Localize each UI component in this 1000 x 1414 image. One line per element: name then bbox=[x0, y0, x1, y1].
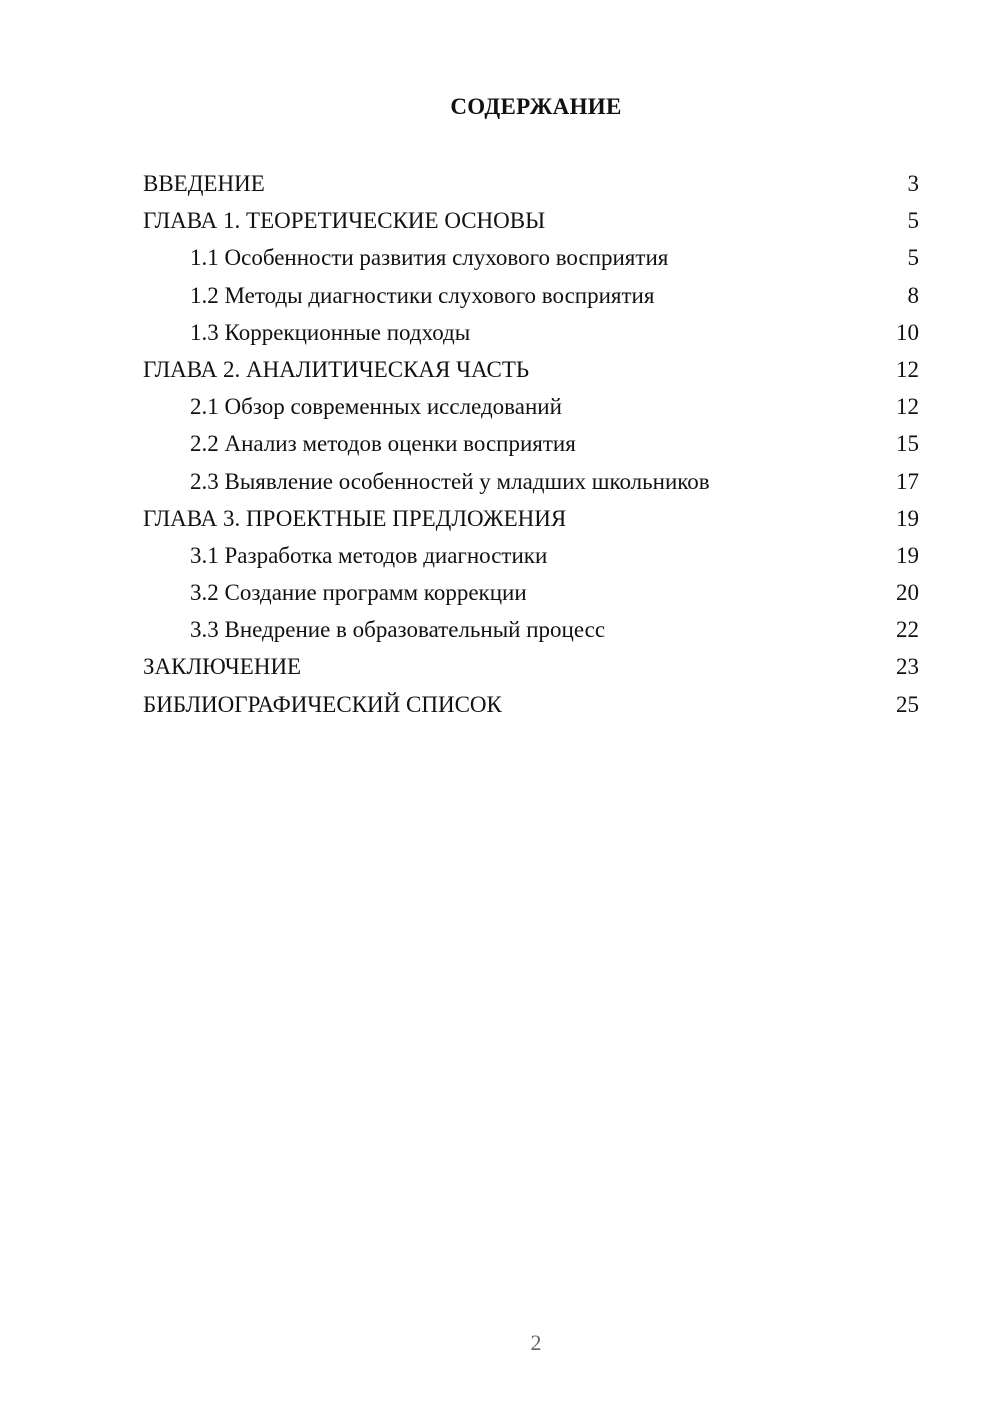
toc-entry-page: 5 bbox=[907, 245, 919, 271]
toc-entry-text: 3.2 Создание программ коррекции bbox=[190, 580, 527, 606]
toc-entry-page: 22 bbox=[896, 617, 919, 643]
toc-entry-text: 2.1 Обзор современных исследований bbox=[190, 394, 562, 420]
toc-title: СОДЕРЖАНИЕ bbox=[450, 94, 622, 119]
toc-subentry[interactable] bbox=[143, 425, 919, 462]
toc-entry-text: 1.2 Методы диагностики слухового восприятия bbox=[190, 282, 655, 308]
toc-entry-page: 23 bbox=[896, 654, 919, 680]
toc-entry-text: 3.3 Внедрение в образовательный процесс bbox=[190, 617, 606, 643]
toc-entry-text: ГЛАВА 3. ПРОЕКТНЫЕ ПРЕДЛОЖЕНИЯ bbox=[143, 505, 567, 531]
toc-entry-page: 8 bbox=[907, 282, 919, 308]
toc-subentry[interactable] bbox=[143, 277, 919, 314]
toc-entry[interactable] bbox=[143, 202, 919, 239]
toc-entry[interactable] bbox=[143, 648, 919, 685]
toc-entry-text: 2.3 Выявление особенностей у младших школьников bbox=[190, 468, 710, 494]
toc-entry[interactable] bbox=[143, 165, 919, 202]
toc-entry-page: 25 bbox=[896, 691, 919, 717]
toc-entry-page: 12 bbox=[896, 356, 919, 382]
toc-subentry[interactable] bbox=[143, 463, 919, 500]
table-of-contents bbox=[143, 165, 919, 723]
toc-subentry[interactable] bbox=[143, 611, 919, 648]
page-number: 2 bbox=[530, 1330, 542, 1355]
toc-entry-page: 5 bbox=[907, 208, 919, 234]
toc-entry[interactable] bbox=[143, 686, 919, 723]
toc-subentry[interactable] bbox=[143, 314, 919, 351]
toc-subentry[interactable] bbox=[143, 574, 919, 611]
toc-entry-text: ГЛАВА 2. АНАЛИТИЧЕСКАЯ ЧАСТЬ bbox=[143, 356, 530, 382]
toc-entry-text: 2.2 Анализ методов оценки восприятия bbox=[190, 431, 576, 457]
toc-entry-page: 15 bbox=[896, 431, 919, 457]
toc-entry-page: 17 bbox=[896, 468, 919, 494]
toc-entry-page: 12 bbox=[896, 394, 919, 420]
toc-entry-page: 20 bbox=[896, 580, 919, 606]
toc-entry[interactable] bbox=[143, 500, 919, 537]
toc-entry-text: ЗАКЛЮЧЕНИЕ bbox=[143, 654, 302, 680]
toc-entry-page: 10 bbox=[896, 319, 919, 345]
toc-entry-text: 1.1 Особенности развития слухового восприятия bbox=[190, 245, 669, 271]
toc-entry-text: ВВЕДЕНИЕ bbox=[143, 171, 265, 196]
toc-entry-page: 19 bbox=[896, 505, 919, 531]
toc-entry[interactable] bbox=[143, 351, 919, 388]
toc-entry-page: 3 bbox=[907, 171, 919, 196]
toc-subentry[interactable] bbox=[143, 388, 919, 425]
toc-entry-text: 3.1 Разработка методов диагностики bbox=[190, 542, 548, 568]
toc-entry-text: БИБЛИОГРАФИЧЕСКИЙ СПИСОК bbox=[143, 691, 502, 717]
toc-entry-text: ГЛАВА 1. ТЕОРЕТИЧЕСКИЕ ОСНОВЫ bbox=[143, 208, 546, 234]
toc-entry-text: 1.3 Коррекционные подходы bbox=[190, 319, 471, 345]
toc-subentry[interactable] bbox=[143, 239, 919, 276]
toc-entry-page: 19 bbox=[896, 542, 919, 568]
toc-subentry[interactable] bbox=[143, 537, 919, 574]
